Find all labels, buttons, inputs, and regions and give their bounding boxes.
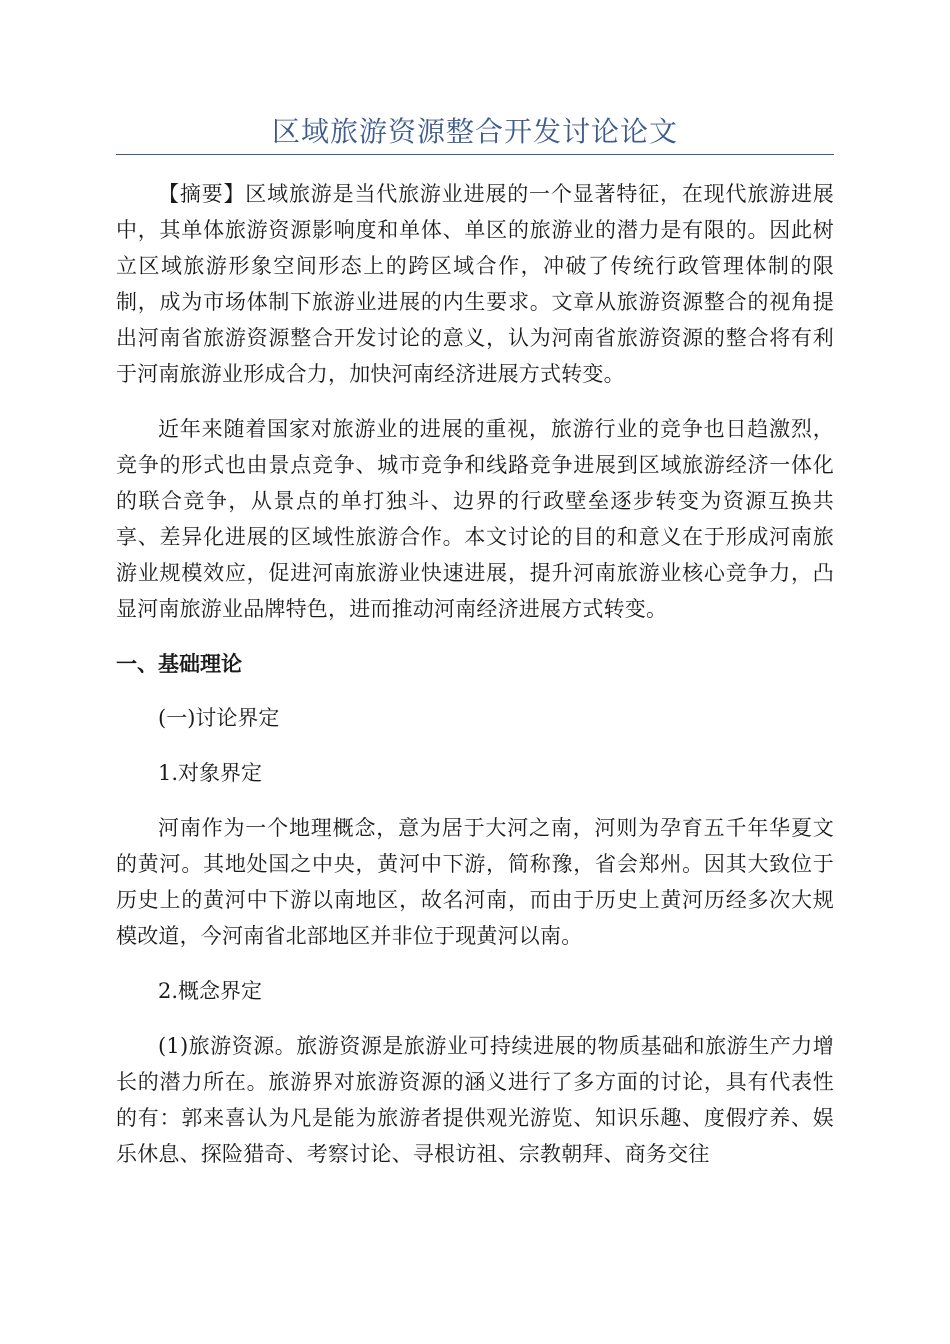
abstract-paragraph: 【摘要】区域旅游是当代旅游业进展的一个显著特征，在现代旅游进展中，其单体旅游资源影响度和单体、单区的旅游业的潜力是有限的。因此树立区域旅游形象空间形态上的跨区域合作，冲破了传统行政管理体制的限制，成为市场体制下旅游业进展的内生要求。文章从旅游资源整合的视角提出河南省旅游资源整合开发讨论的意义，认为河南省旅游资源的整合将有利于河南旅游业形成合力，加快河南经济进展方式转变。 [116,182,834,386]
body-paragraph: (1)旅游资源。旅游资源是旅游业可持续进展的物质基础和旅游生产力增长的潜力所在。旅游界对旅游资源的涵义进行了多方面的讨论，具有代表性的有：郭来喜认为凡是能为旅游者提供观光游览、知识乐趣、度假疗养、娱乐休息、探险猎奇、考察讨论、寻根访祖、宗教朝拜、商务交往 [116,1034,834,1166]
intro-paragraph: 近年来随着国家对旅游业的进展的重视，旅游行业的竞争也日趋激烈，竞争的形式也由景点竞争、城市竞争和线路竞争进展到区域旅游经济一体化的联合竞争，从景点的单打独斗、边界的行政壁垒逐步转变为资源互换共享、差异化进展的区域性旅游合作。本文讨论的目的和意义在于形成河南旅游业规模效应，促进河南旅游业快速进展，提升河南旅游业核心竞争力，凸显河南旅游业品牌特色，进而推动河南经济进展方式转变。 [116,417,834,621]
subsection-heading: (一)讨论界定 [158,706,280,730]
body-paragraph: 河南作为一个地理概念，意为居于大河之南，河则为孕育五千年华夏文的黄河。其地处国之中央，黄河中下游，简称豫，省会郑州。因其大致位于历史上的黄河中下游以南地区，故名河南，而由于历史上黄河历经多次大规模改道，今河南省北部地区并非位于现黄河以南。 [116,816,834,948]
section-heading: 一、基础理论 [116,652,242,676]
title-underline [116,154,834,155]
document-title: 区域旅游资源整合开发讨论论文 [271,115,678,148]
item-heading: 2.概念界定 [158,979,263,1003]
document-body [116,176,834,1191]
item-heading: 1.对象界定 [158,761,263,785]
